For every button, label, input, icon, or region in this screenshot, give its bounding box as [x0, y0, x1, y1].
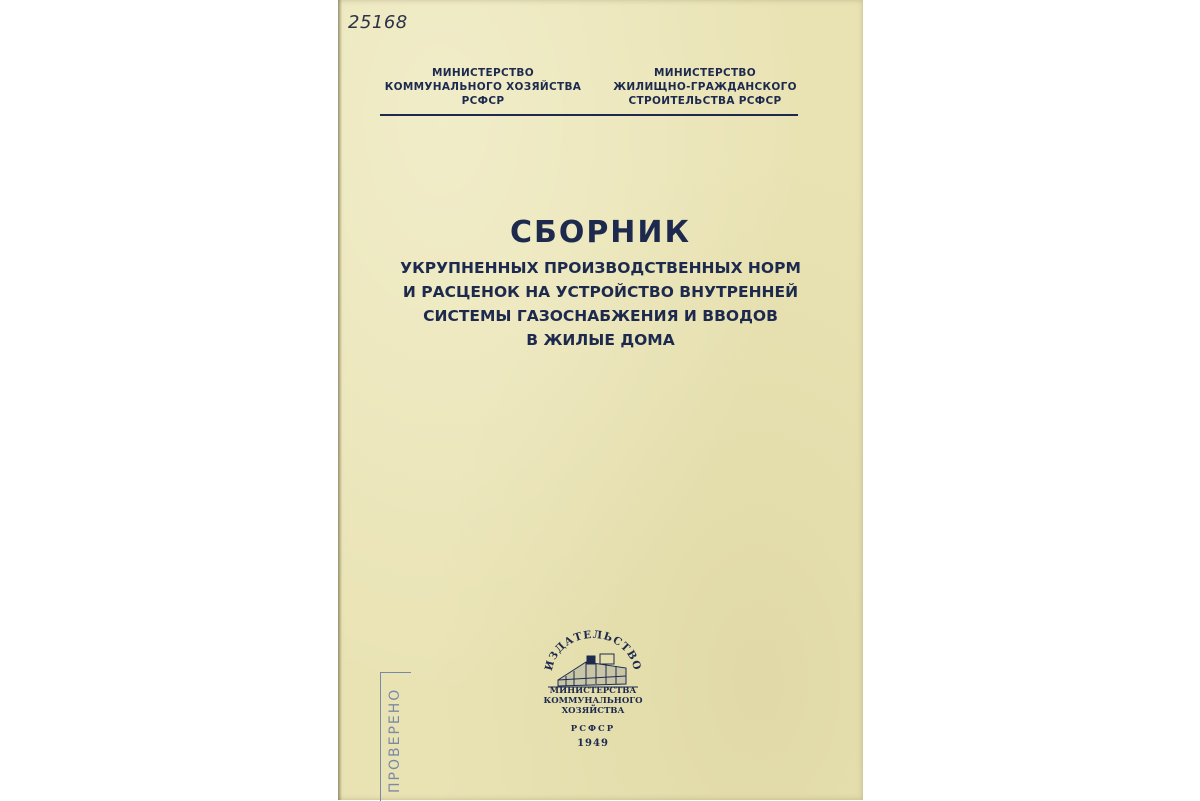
left-ministry-name: МИНИСТЕРСТВО КОММУНАЛЬНОГО ХОЗЯЙСТВА РСФСР [384, 67, 582, 107]
library-stamp [380, 672, 411, 801]
publisher-building-icon [538, 630, 648, 690]
publisher-region: РСФСР [570, 724, 616, 734]
publication-year: 1949 [577, 738, 609, 749]
publisher-arc-label: ИЗДАТЕЛЬСТВО [542, 630, 644, 672]
handwritten-inventory-number: 25168 [348, 12, 408, 33]
book-cover [338, 0, 863, 800]
spine-shadow [338, 0, 342, 800]
stamp-text: ПРОВЕРЕНО [387, 687, 403, 793]
publisher-name: МИНИСТЕРСТВА КОММУНАЛЬНОГО ХОЗЯЙСТВА [543, 686, 643, 716]
subtitle-line: СИСТЕМЫ ГАЗОСНАБЖЕНИЯ И ВВОДОВ [423, 307, 778, 325]
subtitle-line: В ЖИЛЫЕ ДОМА [526, 331, 675, 349]
publisher-emblem [538, 630, 648, 750]
header-divider [380, 114, 798, 116]
book-subtitle [358, 256, 843, 352]
subtitle-line: УКРУПНЕННЫХ ПРОИЗВОДСТВЕННЫХ НОРМ [400, 259, 801, 277]
book-title: СБОРНИК [509, 215, 692, 250]
subtitle-line: И РАСЦЕНОК НА УСТРОЙСТВО ВНУТРЕННЕЙ [402, 283, 799, 301]
right-ministry-name: МИНИСТЕРСТВО ЖИЛИЩНО-ГРАЖДАНСКОГО СТРОИТЕЛЬСТВА РСФСР [613, 67, 797, 107]
